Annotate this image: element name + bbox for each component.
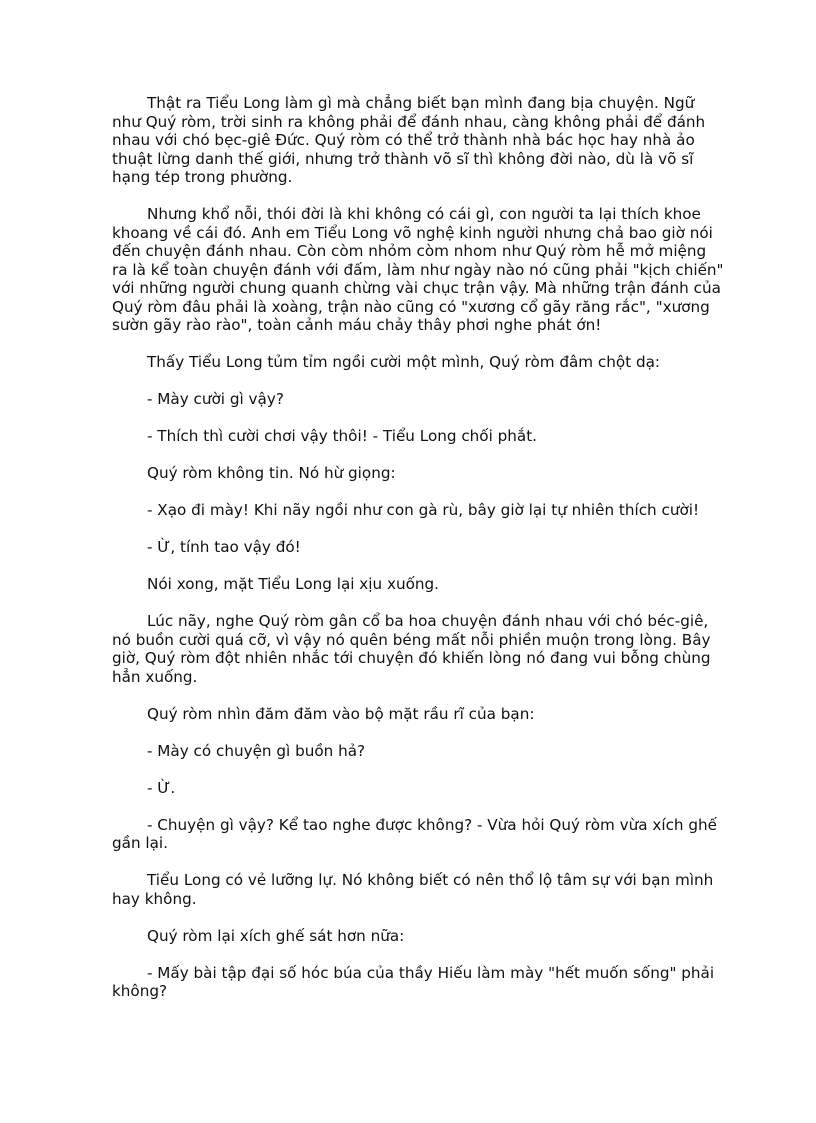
document-body: [112, 94, 724, 1019]
paragraph: Quý ròm nhìn đăm đăm vào bộ mặt rầu rĩ của bạn:: [147, 704, 535, 723]
paragraph: - Ừ, tính tao vậy đó!: [147, 538, 301, 556]
paragraph: - Chuyện gì vậy? Kể tao nghe được không? - Vừa hỏi Quý ròm vừa xích ghế gần lại.: [112, 815, 717, 852]
paragraph: Nhưng khổ nỗi, thói đời là khi không có cái gì, con người ta lại thích khoe khoang về cái đó. Anh em Tiểu Long võ nghệ kinh người nhưng chả bao giờ nói đến chuyện đánh nhau. Còn còm nhỏm còm nhom như Quý ròm hễ mở miệng ra là kể toàn chuyện đánh với đấm, làm như ngày nào nó cũng phải "kịch chiến" với những người chung quanh chừng vài chục trận vậy. Mà những trận đánh của Quý ròm đâu phải là xoàng, trận nào cũng có "xương cổ gãy răng rắc", "xương sườn gãy rào rào", toàn cảnh máu chảy thây phơi nghe phát ớn!: [112, 205, 724, 334]
paragraph: - Thích thì cười chơi vậy thôi! - Tiểu Long chối phắt.: [147, 427, 537, 445]
paragraph: Quý ròm không tin. Nó hừ giọng:: [147, 464, 396, 482]
paragraph: Lúc nãy, nghe Quý ròm gân cổ ba hoa chuyện đánh nhau với chó béc-giê, nó buồn cười quá cỡ, vì vậy nó quên béng mất nỗi phiền muộn trong lòng. Bây giờ, Quý ròm đột nhiên nhắc tới chuyện đó khiến lòng nó đang vui bỗng chùng hẳn xuống.: [112, 612, 711, 686]
paragraph: Thật ra Tiểu Long làm gì mà chẳng biết bạn mình đang bịa chuyện. Ngữ như Quý ròm, trời sinh ra không phải để đánh nhau, càng không phải để đánh nhau với chó bẹc-giê Đức. Quý ròm có thể trở thành nhà bác học hay nhà ảo thuật lừng danh thế giới, nhưng trở thành võ sĩ thì không đời nào, dù là võ sĩ hạng tép trong phường.: [112, 94, 706, 186]
paragraph: Quý ròm lại xích ghế sát hơn nữa:: [147, 926, 405, 945]
paragraph: Tiểu Long có vẻ lưỡng lự. Nó không biết có nên thổ lộ tâm sự với bạn mình hay không.: [112, 871, 714, 908]
paragraph: Thấy Tiểu Long tủm tỉm ngồi cười một mình, Quý ròm đâm chột dạ:: [147, 353, 661, 371]
paragraph: Nói xong, mặt Tiểu Long lại xịu xuống.: [147, 575, 439, 593]
paragraph: - Mấy bài tập đại số hóc búa của thầy Hiếu làm mày "hết muốn sống" phải không?: [112, 963, 715, 1000]
paragraph: - Xạo đi mày! Khi nãy ngồi như con gà rù, bây giờ lại tự nhiên thích cười!: [147, 501, 700, 519]
paragraph: - Mày cười gì vậy?: [147, 390, 284, 408]
paragraph: - Mày có chuyện gì buồn hả?: [147, 741, 366, 760]
paragraph: - Ừ.: [147, 778, 176, 797]
